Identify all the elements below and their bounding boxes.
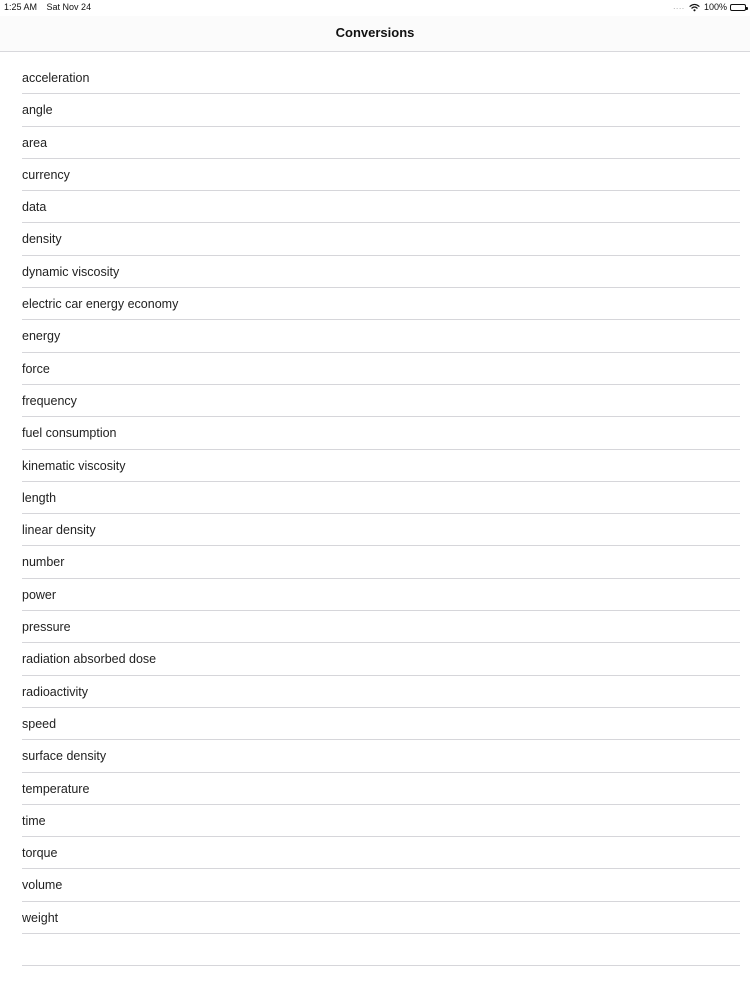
status-left (4, 2, 91, 12)
conversion-item-fuel-consumption[interactable]: fuel consumption (22, 417, 740, 449)
conversion-item-linear-density[interactable]: linear density (22, 514, 740, 546)
conversion-item-speed[interactable]: speed (22, 708, 740, 740)
conversion-item-radioactivity[interactable]: radioactivity (22, 676, 740, 708)
page-title: Conversions (335, 25, 415, 40)
conversion-item-dynamic-viscosity[interactable]: dynamic viscosity (22, 256, 740, 288)
conversion-list (0, 62, 750, 966)
conversion-item-temperature[interactable]: temperature (22, 773, 740, 805)
empty-list-row (22, 934, 740, 966)
conversion-item-area[interactable]: area (22, 127, 740, 159)
conversion-item-force[interactable]: force (22, 353, 740, 385)
status-date: Sat Nov 24 (46, 2, 92, 12)
conversion-item-power[interactable]: power (22, 579, 740, 611)
conversion-item-number[interactable]: number (22, 546, 740, 578)
conversion-item-torque[interactable]: torque (22, 837, 740, 869)
status-right (673, 2, 746, 12)
conversion-item-electric-car-energy-economy[interactable]: electric car energy economy (22, 288, 740, 320)
status-time: 1:25 AM (4, 2, 38, 12)
conversion-item-weight[interactable]: weight (22, 902, 740, 934)
battery-cap (746, 7, 748, 10)
wifi-icon (689, 3, 700, 12)
conversion-item-currency[interactable]: currency (22, 159, 740, 191)
battery-percent: 100% (703, 2, 727, 12)
conversion-item-data[interactable]: data (22, 191, 740, 223)
conversion-item-kinematic-viscosity[interactable]: kinematic viscosity (22, 450, 740, 482)
conversion-item-frequency[interactable]: frequency (22, 385, 740, 417)
conversion-item-angle[interactable]: angle (22, 94, 740, 126)
conversion-item-length[interactable]: length (22, 482, 740, 514)
navigation-bar (0, 16, 750, 52)
conversion-item-time[interactable]: time (22, 805, 740, 837)
conversion-item-energy[interactable]: energy (22, 320, 740, 352)
battery-icon (730, 4, 746, 11)
conversion-item-surface-density[interactable]: surface density (22, 740, 740, 772)
conversion-item-volume[interactable]: volume (22, 869, 740, 901)
conversion-item-acceleration[interactable]: acceleration (22, 62, 740, 94)
signal-icon: .... (673, 3, 685, 11)
status-bar (0, 0, 750, 16)
conversion-item-density[interactable]: density (22, 223, 740, 255)
conversion-item-radiation-absorbed-dose[interactable]: radiation absorbed dose (22, 643, 740, 675)
conversion-item-pressure[interactable]: pressure (22, 611, 740, 643)
